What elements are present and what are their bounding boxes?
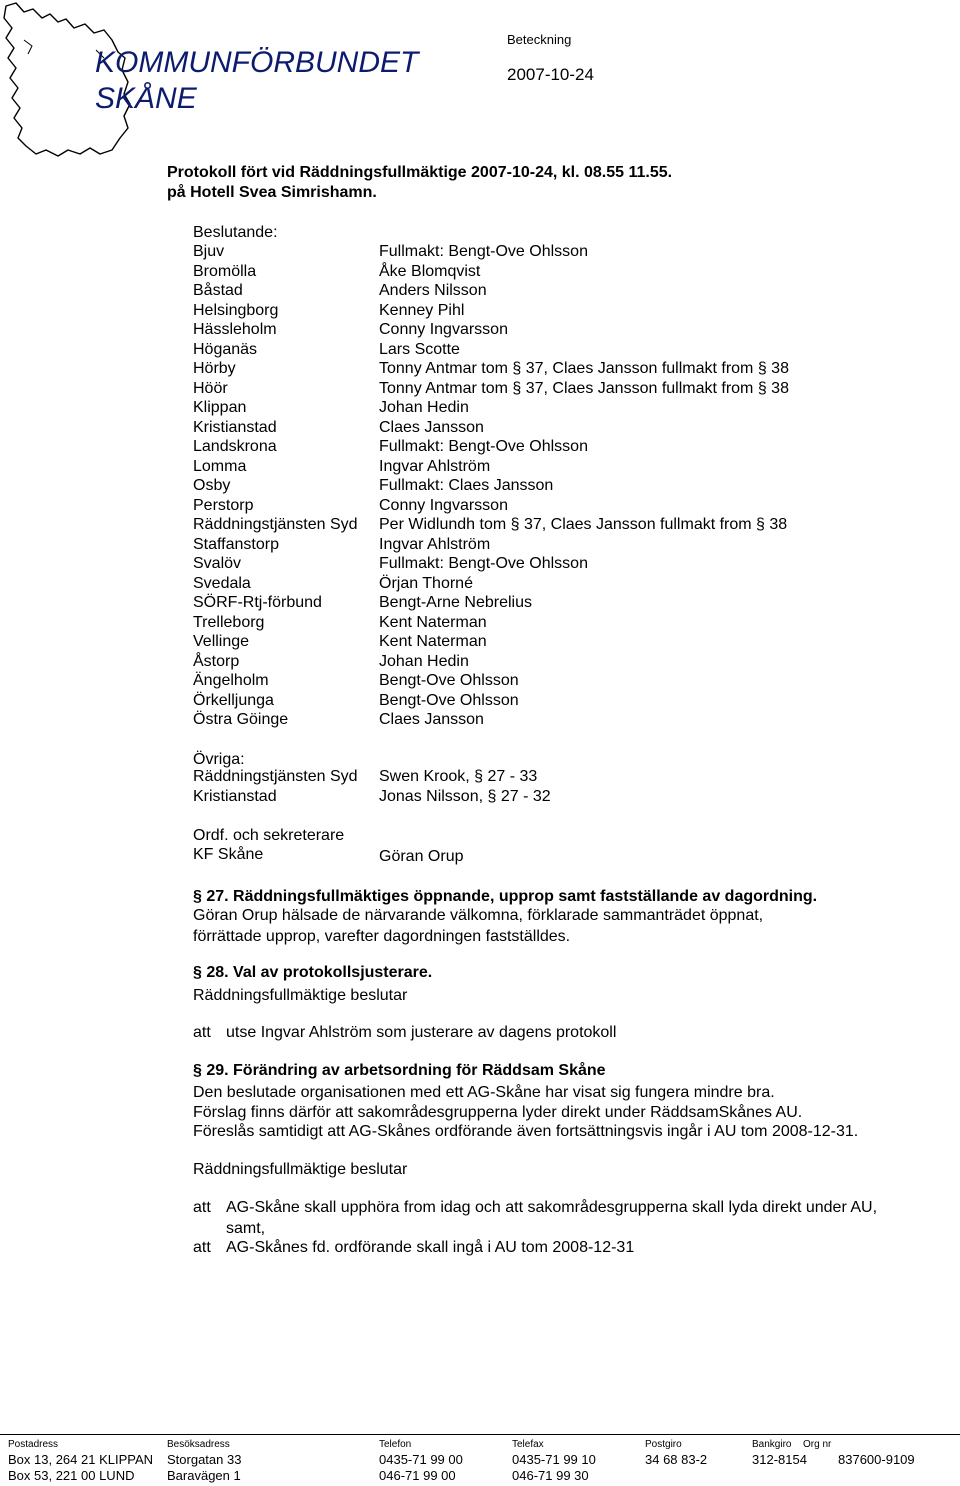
section-27-heading: § 27. Räddningsfullmäktiges öppnande, upprop samt fastställande av dagordning.	[193, 888, 818, 905]
footer-value: 34 68 83-2	[645, 1452, 708, 1467]
participant-row	[193, 437, 933, 457]
participant-place: Hässleholm	[193, 321, 277, 338]
participant-place: Båstad	[193, 282, 243, 299]
participant-row	[193, 554, 933, 574]
participant-person: Bengt-Arne Nebrelius	[379, 594, 532, 611]
participant-row	[193, 574, 933, 594]
beteckning-label: Beteckning	[507, 32, 572, 47]
participant-place: Helsingborg	[193, 301, 279, 319]
participant-row	[193, 691, 933, 711]
participant-person: Jonas Nilsson, § 27 - 32	[379, 787, 551, 805]
participant-place: Räddningstjänsten Syd	[193, 768, 358, 785]
participant-place: Klippan	[193, 399, 247, 416]
section-27-line: förrättade upprop, varefter dagordningen fastställdes.	[193, 928, 571, 945]
att-text: AG-Skåne skall upphöra from idag och att sakområdesgrupperna skall lyda direkt under AU,	[226, 1199, 878, 1216]
participant-place: Perstorp	[193, 496, 254, 514]
participant-person: Ingvar Ahlström	[379, 535, 491, 553]
participant-person: Lars Scotte	[379, 340, 460, 358]
participant-place: Bromölla	[193, 262, 257, 280]
participant-row	[193, 379, 933, 399]
participant-row	[193, 457, 933, 477]
protocol-title-line2: på Hotell Svea Simrishamn.	[167, 184, 377, 201]
participant-person: Tonny Antmar tom § 37, Claes Jansson fullmakt from § 38	[379, 379, 789, 397]
participant-person: Fullmakt: Bengt-Ove Ohlsson	[379, 555, 588, 572]
participant-person: Claes Jansson	[379, 711, 484, 728]
participant-row	[193, 301, 933, 321]
brand-line2: SKÅNE	[95, 82, 197, 115]
ovriga-heading: Övriga:	[193, 751, 245, 768]
participant-place: Örkelljunga	[193, 691, 274, 709]
participant-place: Östra Göinge	[193, 711, 289, 728]
participant-place: Svedala	[193, 574, 251, 592]
footer-header: Bankgiro	[752, 1439, 792, 1450]
participant-place: Osby	[193, 477, 231, 494]
participant-place: Hörby	[193, 360, 236, 377]
participant-row	[193, 281, 933, 301]
footer-header: Org nr	[803, 1439, 832, 1450]
participant-person: Per Widlundh tom § 37, Claes Jansson fullmakt from § 38	[379, 516, 788, 533]
participant-row	[193, 671, 933, 691]
participant-place: SÖRF-Rtj-förbund	[193, 594, 322, 611]
participant-place: Trelleborg	[193, 613, 265, 631]
participant-person: Bengt-Ove Ohlsson	[379, 691, 519, 709]
participant-person: Johan Hedin	[379, 652, 469, 670]
participant-person: Conny Ingvarsson	[379, 496, 508, 514]
participant-person: Kent Naterman	[379, 633, 487, 650]
participant-row	[193, 515, 933, 535]
document-date: 2007-10-24	[507, 65, 594, 84]
section-29-decision: Räddningsfullmäktige beslutar	[193, 1161, 408, 1178]
footer-value: Box 53, 221 00 LUND	[8, 1468, 135, 1483]
section-29-att-row	[193, 1237, 933, 1258]
participant-row	[193, 340, 933, 360]
participant-person: Fullmakt: Bengt-Ove Ohlsson	[379, 438, 588, 455]
participant-person: Ingvar Ahlström	[379, 457, 491, 475]
participant-row	[193, 476, 933, 496]
section-29-att-row	[193, 1197, 933, 1239]
beslutande-list	[193, 242, 933, 732]
participant-place: Bjuv	[193, 243, 225, 260]
footer-value: 837600-9109	[838, 1452, 915, 1467]
participant-row	[193, 767, 933, 787]
section-28-att-row	[193, 1022, 893, 1043]
footer-header: Postadress	[8, 1439, 59, 1450]
participant-row	[193, 242, 933, 262]
section-29-line: Den beslutade organisationen med ett AG-Skåne har visat sig fungera mindre bra.	[193, 1084, 775, 1101]
participant-person: Fullmakt: Bengt-Ove Ohlsson	[379, 243, 588, 260]
section-28-decision: Räddningsfullmäktige beslutar	[193, 987, 408, 1004]
participant-row	[193, 262, 933, 282]
footer-value: 046-71 99 00	[379, 1468, 456, 1483]
att-text-continued: samt,	[226, 1220, 266, 1237]
participant-row	[193, 535, 933, 555]
participant-place: Kristianstad	[193, 418, 277, 436]
participant-row	[193, 593, 933, 613]
participant-place: Ängelholm	[193, 672, 269, 689]
participant-row	[193, 787, 933, 807]
participant-row	[193, 710, 933, 730]
participant-place: Svalöv	[193, 555, 242, 572]
participant-person: Örjan Thorné	[379, 574, 473, 592]
footer-value: Box 13, 264 21 KLIPPAN	[8, 1452, 154, 1467]
section-29-line: Förslag finns därför att sakområdesgrupperna lyder direkt under RäddsamSkånes AU.	[193, 1104, 803, 1121]
participant-place: Staffanstorp	[193, 535, 279, 553]
section-29-line: Föreslås samtidigt att AG-Skånes ordförande även fortsättningsvis ingår i AU tom 2008-12-31.	[193, 1123, 859, 1140]
participant-person: Kenney Pihl	[379, 301, 465, 319]
participant-person: Swen Krook, § 27 - 33	[379, 768, 538, 785]
att-text: AG-Skånes fd. ordförande skall ingå i AU tom 2008-12-31	[226, 1239, 635, 1256]
participant-person: Claes Jansson	[379, 418, 484, 436]
participant-row	[193, 613, 933, 633]
footer-value: 0435-71 99 00	[379, 1452, 463, 1467]
att-label: att	[193, 1024, 211, 1041]
participant-place: Räddningstjänsten Syd	[193, 516, 358, 533]
participant-person: Kent Naterman	[379, 613, 487, 631]
participant-place: Lomma	[193, 457, 247, 475]
ordf-line2: KF Skåne	[193, 846, 264, 863]
participant-place: Vellinge	[193, 633, 250, 650]
footer-value: Baravägen 1	[167, 1468, 241, 1483]
att-text: utse Ingvar Ahlström som justerare av dagens protokoll	[226, 1024, 617, 1041]
participant-row	[193, 359, 933, 379]
participant-place: Höganäs	[193, 340, 258, 358]
beslutande-heading: Beslutande:	[193, 224, 278, 241]
participant-row	[193, 652, 933, 672]
ordf-person: Göran Orup	[379, 848, 464, 865]
participant-person: Åke Blomqvist	[379, 262, 481, 280]
footer-value: 0435-71 99 10	[512, 1452, 596, 1467]
participant-person: Bengt-Ove Ohlsson	[379, 672, 519, 689]
participant-row	[193, 496, 933, 516]
participant-person: Anders Nilsson	[379, 282, 487, 299]
footer-value: 312-8154	[752, 1452, 807, 1467]
footer-value: 046-71 99 30	[512, 1468, 589, 1483]
participant-person: Tonny Antmar tom § 37, Claes Jansson fullmakt from § 38	[379, 360, 789, 377]
protocol-title-line1: Protokoll fört vid Räddningsfullmäktige 2007-10-24, kl. 08.55 11.55.	[167, 164, 673, 181]
brand-line1: KOMMUNFÖRBUNDET	[95, 46, 419, 79]
ordf-line1: Ordf. och sekreterare	[193, 827, 345, 844]
footer-header: Telefax	[512, 1439, 544, 1450]
section-28-heading: § 28. Val av protokollsjusterare.	[193, 964, 433, 981]
section-29-heading: § 29. Förändring av arbetsordning för Räddsam Skåne	[193, 1062, 606, 1079]
participant-place: Höör	[193, 379, 228, 397]
participant-person: Fullmakt: Claes Jansson	[379, 477, 554, 494]
footer-header: Postgiro	[645, 1439, 682, 1450]
footer-header: Telefon	[379, 1439, 412, 1450]
participant-place: Kristianstad	[193, 787, 277, 805]
footer-value: Storgatan 33	[167, 1452, 242, 1467]
participant-place: Åstorp	[193, 652, 240, 670]
participant-person: Johan Hedin	[379, 399, 469, 416]
att-label: att	[193, 1199, 211, 1216]
participant-row	[193, 418, 933, 438]
participant-row	[193, 320, 933, 340]
participant-row	[193, 632, 933, 652]
ovriga-list	[193, 767, 933, 807]
participant-place: Landskrona	[193, 438, 277, 455]
footer-header: Besöksadress	[167, 1439, 230, 1450]
footer	[0, 1434, 960, 1486]
participant-row	[193, 398, 933, 418]
participant-person: Conny Ingvarsson	[379, 321, 508, 338]
section-27-line: Göran Orup hälsade de närvarande välkomna, förklarade sammanträdet öppnat,	[193, 907, 764, 924]
att-label: att	[193, 1239, 211, 1256]
